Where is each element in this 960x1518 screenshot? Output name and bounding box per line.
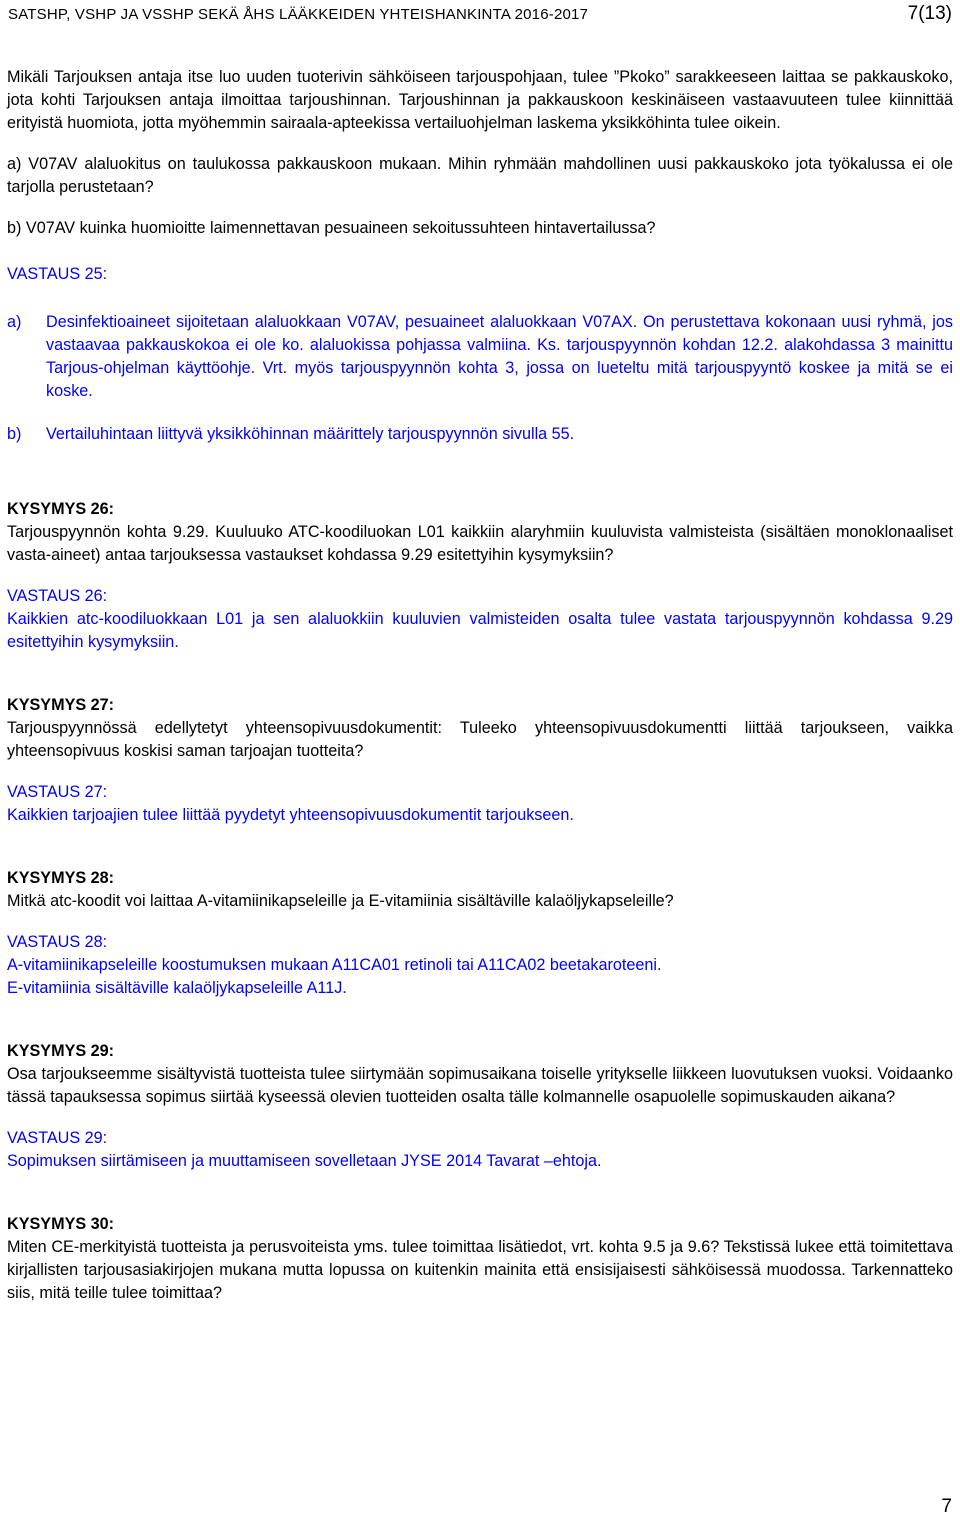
answer-25-a-text: Desinfektioaineet sijoitetaan alaluokkaan V07AV, pesuaineet alaluokkaan V07AX. On perustettava kokonaan uusi ryhmä, jos vastaavaa pakkauskokoa ei ole ko. alaluokissa pohjassa valmiina. Ks. tarjouspyynnön kohdan 12.2. alakohdassa 3 mainittu Tarjous-ohjelman käyttöohje. Vrt. myös tarjouspyynnön kohta 3, jossa on lueteltu mitä tarjouspyyntö koskee ja mitä se ei koske. <box>46 313 953 400</box>
question-29-heading: KYSYMYS 29: <box>7 1042 115 1060</box>
answer-25-b <box>7 423 953 446</box>
answer-25-a <box>7 311 953 403</box>
answer-25-b-text: Vertailuhintaan liittyvä yksikköhinnan määrittely tarjouspyynnön sivulla 55. <box>46 425 575 443</box>
page-header <box>8 2 952 32</box>
answer-27-heading: VASTAUS 27: <box>7 783 108 801</box>
question-29-text: Osa tarjoukseemme sisältyvistä tuotteista tulee siirtymään sopimusaikana toiselle yritykselle liikkeen luovutuksen vuoksi. Voidaanko tässä tapauksessa sopimus siirtää kyseessä olevien tuotteiden osalta tälle kolmannelle osapuolelle sopimuskauden aikana? <box>7 1065 953 1106</box>
question-26-heading: KYSYMYS 26: <box>7 500 115 518</box>
question-25-b: b) V07AV kuinka huomioitte laimennettavan pesuaineen sekoitussuhteen hintavertailussa? <box>7 219 656 237</box>
question-28-text: Mitkä atc-koodit voi laittaa A-vitamiinikapseleille ja E-vitamiinia sisältäville kalaöljykapseleille? <box>7 892 674 910</box>
answer-29-heading: VASTAUS 29: <box>7 1129 108 1147</box>
question-27-text: Tarjouspyynnössä edellytetyt yhteensopivuusdokumentit: Tuleeko yhteensopivuusdokumentti liittää tarjoukseen, vaikka yhteensopivuus koskisi saman tarjoajan tuotteita? <box>7 719 953 760</box>
intro-paragraph: Mikäli Tarjouksen antaja itse luo uuden tuoterivin sähköiseen tarjouspohjaan, tulee ”Pkoko” sarakkeeseen laittaa se pakkauskoko, jota kohti Tarjouksen antaja ilmoittaa tarjoushinnan. Tarjoushinnan ja pakkauskoon keskinäiseen vastaavuuteen tulee kiinnittää erityistä huomiota, jotta myöhemmin sairaala-apteekissa vertailuohjelman laskema yksikköhinta tulee oikein. <box>7 68 953 132</box>
answer-27-text: Kaikkien tarjoajien tulee liittää pyydetyt yhteensopivuusdokumentit tarjoukseen. <box>7 806 574 824</box>
answer-28-heading: VASTAUS 28: <box>7 933 108 951</box>
answer-26-heading: VASTAUS 26: <box>7 587 108 605</box>
document-body <box>7 66 953 1305</box>
answer-25-b-marker: b) <box>7 425 22 443</box>
answer-25-heading: VASTAUS 25: <box>7 265 108 283</box>
answer-28-line-2: E-vitamiinia sisältäville kalaöljykapseleille A11J. <box>7 979 347 997</box>
question-26-text: Tarjouspyynnön kohta 9.29. Kuuluuko ATC-koodiluokan L01 kaikkiin alaryhmiin kuuluvista valmisteista (sisältäen monoklonaaliset vasta-aineet) antaa tarjouksessa vastaukset kohdassa 9.29 esitettyihin kysymyksiin? <box>7 523 953 564</box>
question-25-a: a) V07AV alaluokitus on taulukossa pakkauskoon mukaan. Mihin ryhmään mahdollinen uusi pakkauskoko jota työkalussa ei ole tarjolla perustetaan? <box>7 155 953 196</box>
answer-26-text: Kaikkien atc-koodiluokkaan L01 ja sen alaluokkiin kuuluvien valmisteiden osalta tulee vastata tarjouspyynnön kohdassa 9.29 esitettyihin kysymyksiin. <box>7 610 953 651</box>
answer-28-line-1: A-vitamiinikapseleille koostumuksen mukaan A11CA01 retinoli tai A11CA02 beetakaroteeni. <box>7 956 662 974</box>
answer-29-text: Sopimuksen siirtämiseen ja muuttamiseen sovelletaan JYSE 2014 Tavarat –ehtoja. <box>7 1152 602 1170</box>
question-30-heading: KYSYMYS 30: <box>7 1215 115 1233</box>
answer-25-a-marker: a) <box>7 313 22 331</box>
header-title: SATSHP, VSHP JA VSSHP SEKÄ ÅHS LÄÄKKEIDEN YHTEISHANKINTA 2016-2017 <box>8 6 589 23</box>
question-30-text: Miten CE-merkityistä tuotteista ja perusvoiteista yms. tulee toimittaa lisätiedot, vrt. kohta 9.5 ja 9.6? Tekstissä lukee että toimitettava kirjallisten tarjousasiakirjojen mukana mutta lopussa on kuitenkin mainita että ensisijaisesti sähköisessä muodossa. Tarkennatteko siis, mitä teille tulee toimittaa? <box>7 1238 953 1302</box>
page-number: 7 <box>941 1496 952 1517</box>
question-28-heading: KYSYMYS 28: <box>7 869 115 887</box>
question-27-heading: KYSYMYS 27: <box>7 696 115 714</box>
header-page-count: 7(13) <box>907 3 952 24</box>
